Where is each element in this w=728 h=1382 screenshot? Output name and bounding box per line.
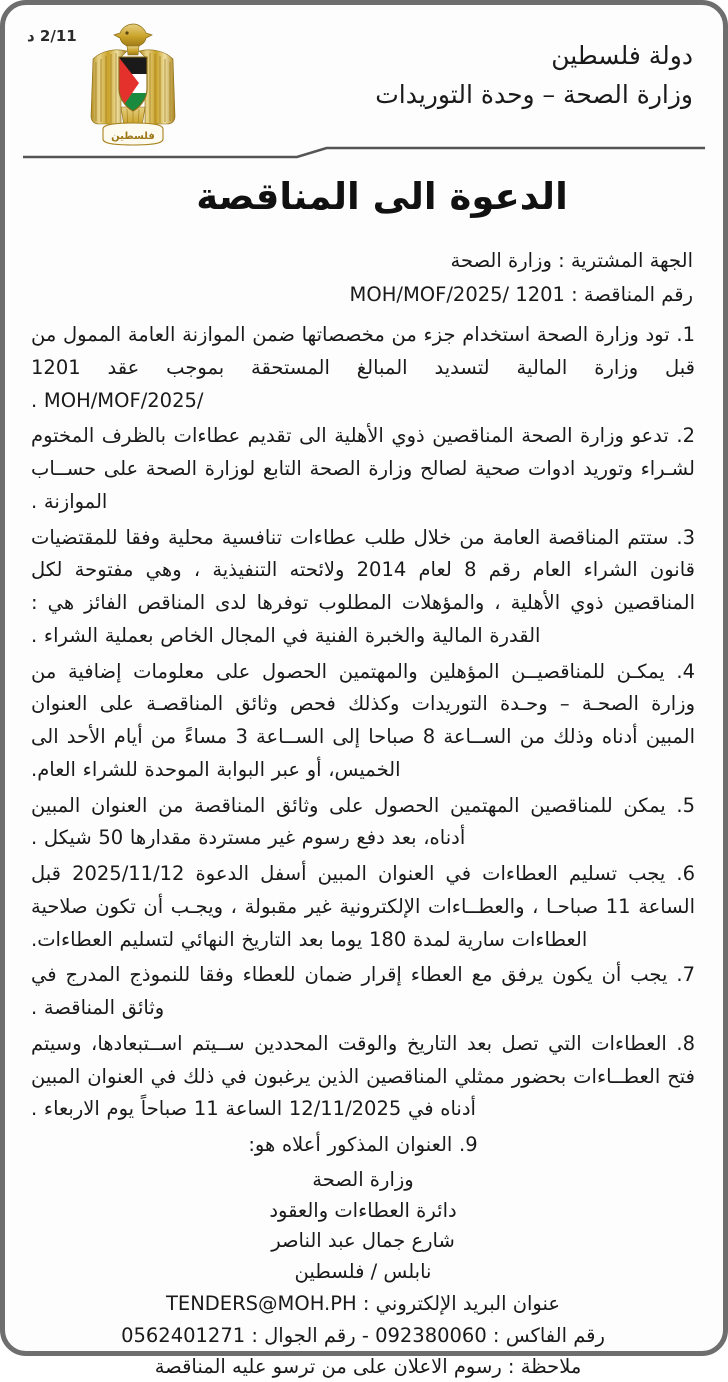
tender-meta (21, 244, 707, 311)
emblem-container (77, 19, 189, 147)
palestinian-flag-shield-icon (117, 55, 149, 115)
organization-block (189, 19, 693, 115)
ministry-name: وزارة الصحة – وحدة التوريدات (375, 79, 693, 109)
emblem-caption-text: فلسطين (110, 131, 155, 142)
buyer-entity: الجهة المشترية : وزارة الصحة (450, 249, 693, 272)
palestine-coat-of-arms-icon (81, 21, 185, 147)
state-name: دولة فلسطين (551, 41, 693, 70)
clause-item: 6. يجب تسليم العطاءات في العنوان المبين أسفل الدعوة 2025/11/12 قبل الساعة 11 صباحـا ، والعطــاءات الإلكترونية غير مقبولة ، ويجـب أن تكون صلاحية العطاءات سارية لمدة 180 يوما بعد التاريخ النهائي لتسليم العطاءات. (31, 862, 695, 951)
clause-item: 8. العطاءات التي تصل بعد التاريخ والوقت المحددين ســيتم اســتبعادها، وسيتم فتح العطــاءات بحضور ممثلي المناقصين الذين يرغبون في ذلك في العنوان المبين أدناه في 12/11/2025 الساعة 11 صباحاً يوم الاربعاء . (31, 1031, 695, 1121)
page-title: الدعوة الى المناقصة (196, 175, 568, 218)
email-line: عنوان البريد الإلكتروني : TENDERS@MOH.PH (165, 1292, 561, 1315)
page-marker: 2/11 د (27, 27, 77, 45)
advertising-fee-note: ملاحظة : رسوم الاعلان على من ترسو عليه المناقصة (154, 1355, 582, 1379)
address-line: نابلس / فلسطين (294, 1260, 432, 1284)
tender-number: رقم المناقصة : 1201 /MOH/MOF/2025 (349, 282, 693, 306)
header-divider (21, 145, 707, 161)
address-line: دائرة العطاءات والعقود (269, 1198, 457, 1222)
address-block (21, 1165, 707, 1382)
clause-item: 4. يمكـن للمناقصيــن المؤهلين والمهتمين الحصول على معلومات إضافية من وزارة الصحـة – وحـدة التوريدات وكذلك فحص وثائق المناقصـة على العنوان المبين أدناه وذلك من الســاعة 8 صباحا إلى الســاعة 3 مساءً من أيام الأحد الى الخميس، أو عبر البوابة الموحدة للشراء العام. (31, 659, 695, 781)
clause-list (21, 319, 707, 1162)
clause-item: 5. يمكن للمناقصين المهتمين الحصول على وثائق المناقصة من العنوان المبين أدناه، بعد دفع رسوم غير مستردة مقدارها 50 شيكل . (31, 793, 695, 850)
phone-fax-line: رقم الفاكس : 092380060 - رقم الجوال : 0562401271 (121, 1323, 605, 1347)
clause-item: 2. تدعو وزارة الصحة المناقصين ذوي الأهلية الى تقديم عطاءات بالظرف المختوم لشـراء وتوريد ادوات صحية لصالح وزارة الصحة التابع لوزارة الصحة على حســاب الموازنة . (31, 424, 695, 513)
clause-item: 9. العنوان المذكور أعلاه هو: (248, 1133, 478, 1157)
address-line: وزارة الصحة (312, 1167, 414, 1191)
clause-item: 7. يجب أن يكون يرفق مع العطاء إقرار ضمان للعطاء وفقا للنموذج المدرج في وثائق المناقصة . (31, 963, 695, 1020)
address-line: شارع جمال عبد الناصر (271, 1229, 455, 1253)
clause-item: 3. ستتم المناقصة العامة من خلال طلب عطاءات تنافسية محلية وفقا للمقتضيات قانون الشراء العام رقم 8 لعام 2014 ولائحته التنفيذية ، وهي مفتوحة لكل المناقصين ذوي الأهلية ، والمؤهلات المطلوب توفرها لدى المناقص الفائز هي : القدرة المالية والخبرة الفنية في المجال الخاص بعملية الشراء . (31, 525, 695, 647)
clause-item: 1. تود وزارة الصحة استخدام جزء من مخصصاتها ضمن الموازنة العامة الممول من قبل وزارة المالية لتسديد المبالغ المستحقة بموجب عقد 1201 /MOH/MOF/2025 . (31, 323, 695, 412)
document-header (21, 15, 707, 147)
